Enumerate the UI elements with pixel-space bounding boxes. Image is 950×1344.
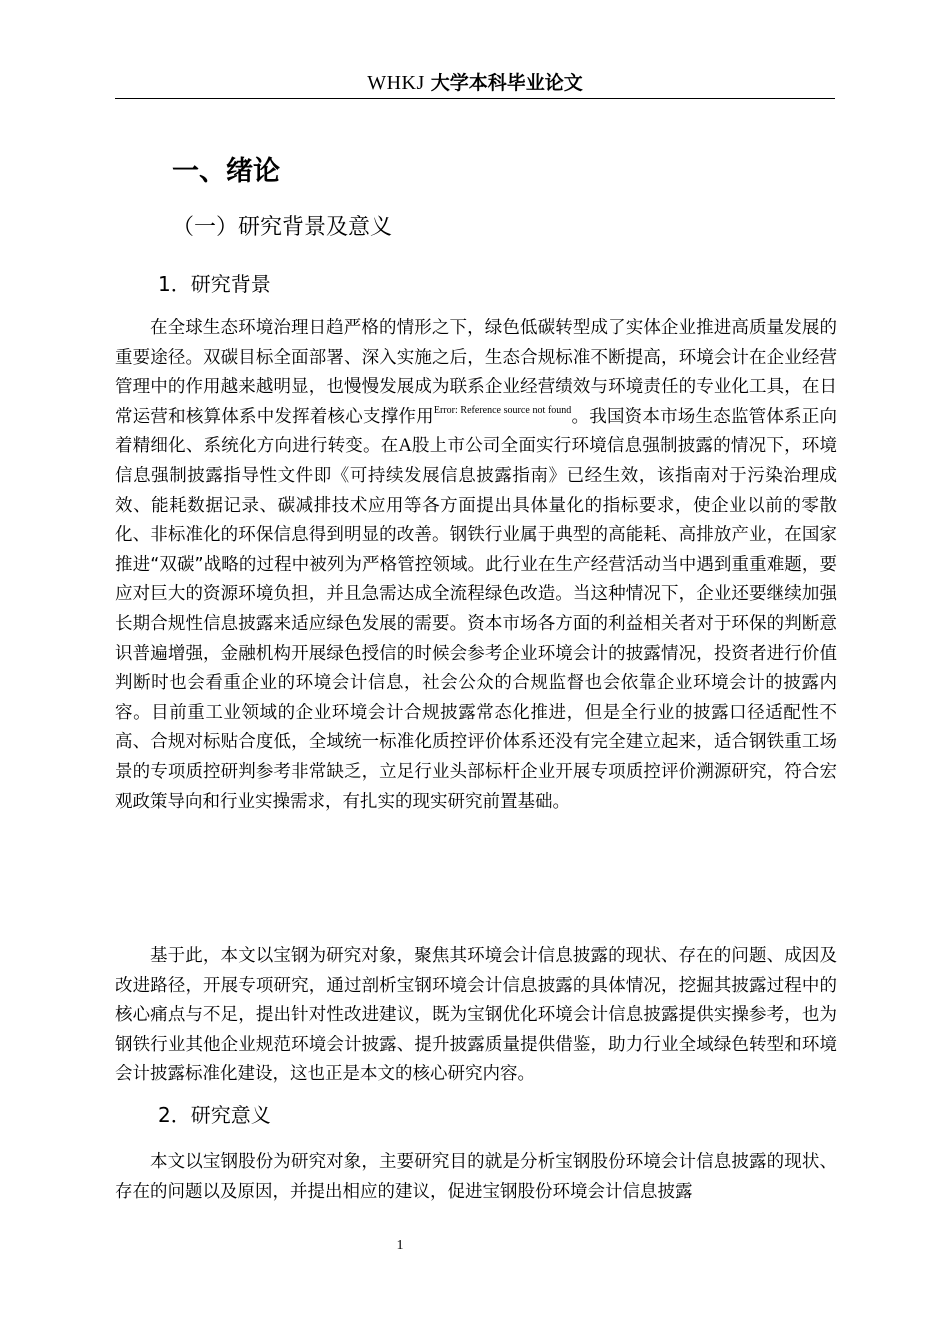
running-header xyxy=(115,68,835,98)
paragraph-text: 在全球生态环境治理日趋严格的情形之下，绿色低碳转型成了实体企业推进高质量发展的重要途径。双碳目标全面部署、深入实施之后，生态合规标准不断提高，环境会计在企业经营管理中的作用越来越明显，也慢慢发展成为联系企业经营绩效与环境责任的专业化工具，在日常运营和核算体系中发挥着核心支撑作用 xyxy=(115,318,837,427)
page-number: 1 xyxy=(396,1238,404,1253)
body-paragraph-significance: 本文以宝钢股份为研究对象，主要研究目的就是分析宝钢股份环境会计信息披露的现状、存在的问题以及原因，并提出相应的建议，促进宝钢股份环境会计信息披露 xyxy=(115,1152,837,1202)
header-latin-text: WHKJ xyxy=(367,72,425,94)
section-heading: （一）研究背景及意义 xyxy=(172,215,393,240)
body-paragraph-research-object: 基于此，本文以宝钢为研究对象，聚焦其环境会计信息披露的现状、存在的问题、成因及改进路径，开展专项研究，通过剖析宝钢环境会计信息披露的具体情况，挖掘其披露过程中的核心痛点与不足，提出针对性改进建议，既为宝钢优化环境会计信息披露提供实操参考，也为钢铁行业其他企业规范环境会计披露、提升披露质量提供借鉴，助力行业全域绿色转型和环境会计披露标准化建设，这也正是本文的核心研究内容。 xyxy=(115,946,837,1085)
subsection-heading-significance: 2．研究意义 xyxy=(158,1103,271,1127)
header-rule xyxy=(115,98,835,99)
body-paragraph-background xyxy=(115,314,837,817)
paragraph-text: 。我国资本市场生态监管体系正向着精细化、系统化方向进行转变。在 xyxy=(115,406,838,457)
paragraph-text: 股上市公司全面实行环境信息强制披露的情况下，环境信息强制披露指导性文件即《可持续发展信息披露指南》已经生效，该指南对于污染治理成效、能耗数据记录、碳减排技术应用等各方面提出具体量化的指标要求，使企业以前的零散化、非标准化的环保信息得到明显的改善。钢铁行业属于典型的高能耗、高排放产业，在国家推进“双碳”战略的过程中被列为严格管控领域。此行业在生产经营活动当中遇到重重难题，要应对巨大的资源环境负担，并且急需达成全流程绿色改造。当这种情况下，企业还要继续加强长期合规性信息披露来适应绿色发展的需要。资本市场各方面的利益相关者对于环保的判断意识普遍增强，金融机构开展绿色授信的时候会参考企业环境会计的披露情况，投资者进行价值判断时也会看重企业的环境会计信息，社会公众的合规监督也会依靠企业环境会计的披露内容。目前重工业领域的企业环境会计合规披露常态化推进，但是全行业的披露口径适配性不高、合规对标贴合度低，全域统一标准化质控评价体系还没有完全建立起来，适合钢铁重工场景的专项质控研判参考非常缺乏，立足行业头部标杆企业开展专项质控评价溯源研究，符合宏观政策导向和行业实操需求，有扎实的现实研究前置基础。 xyxy=(115,436,838,812)
subsection-heading-background: 1．研究背景 xyxy=(158,272,271,296)
reference-error-marker: Error: Reference source not found xyxy=(433,404,572,416)
header-chinese-text: 大学本科毕业论文 xyxy=(430,72,583,94)
chapter-heading: 一、绪论 xyxy=(172,156,280,187)
paragraph-latin-text: A xyxy=(398,436,412,457)
